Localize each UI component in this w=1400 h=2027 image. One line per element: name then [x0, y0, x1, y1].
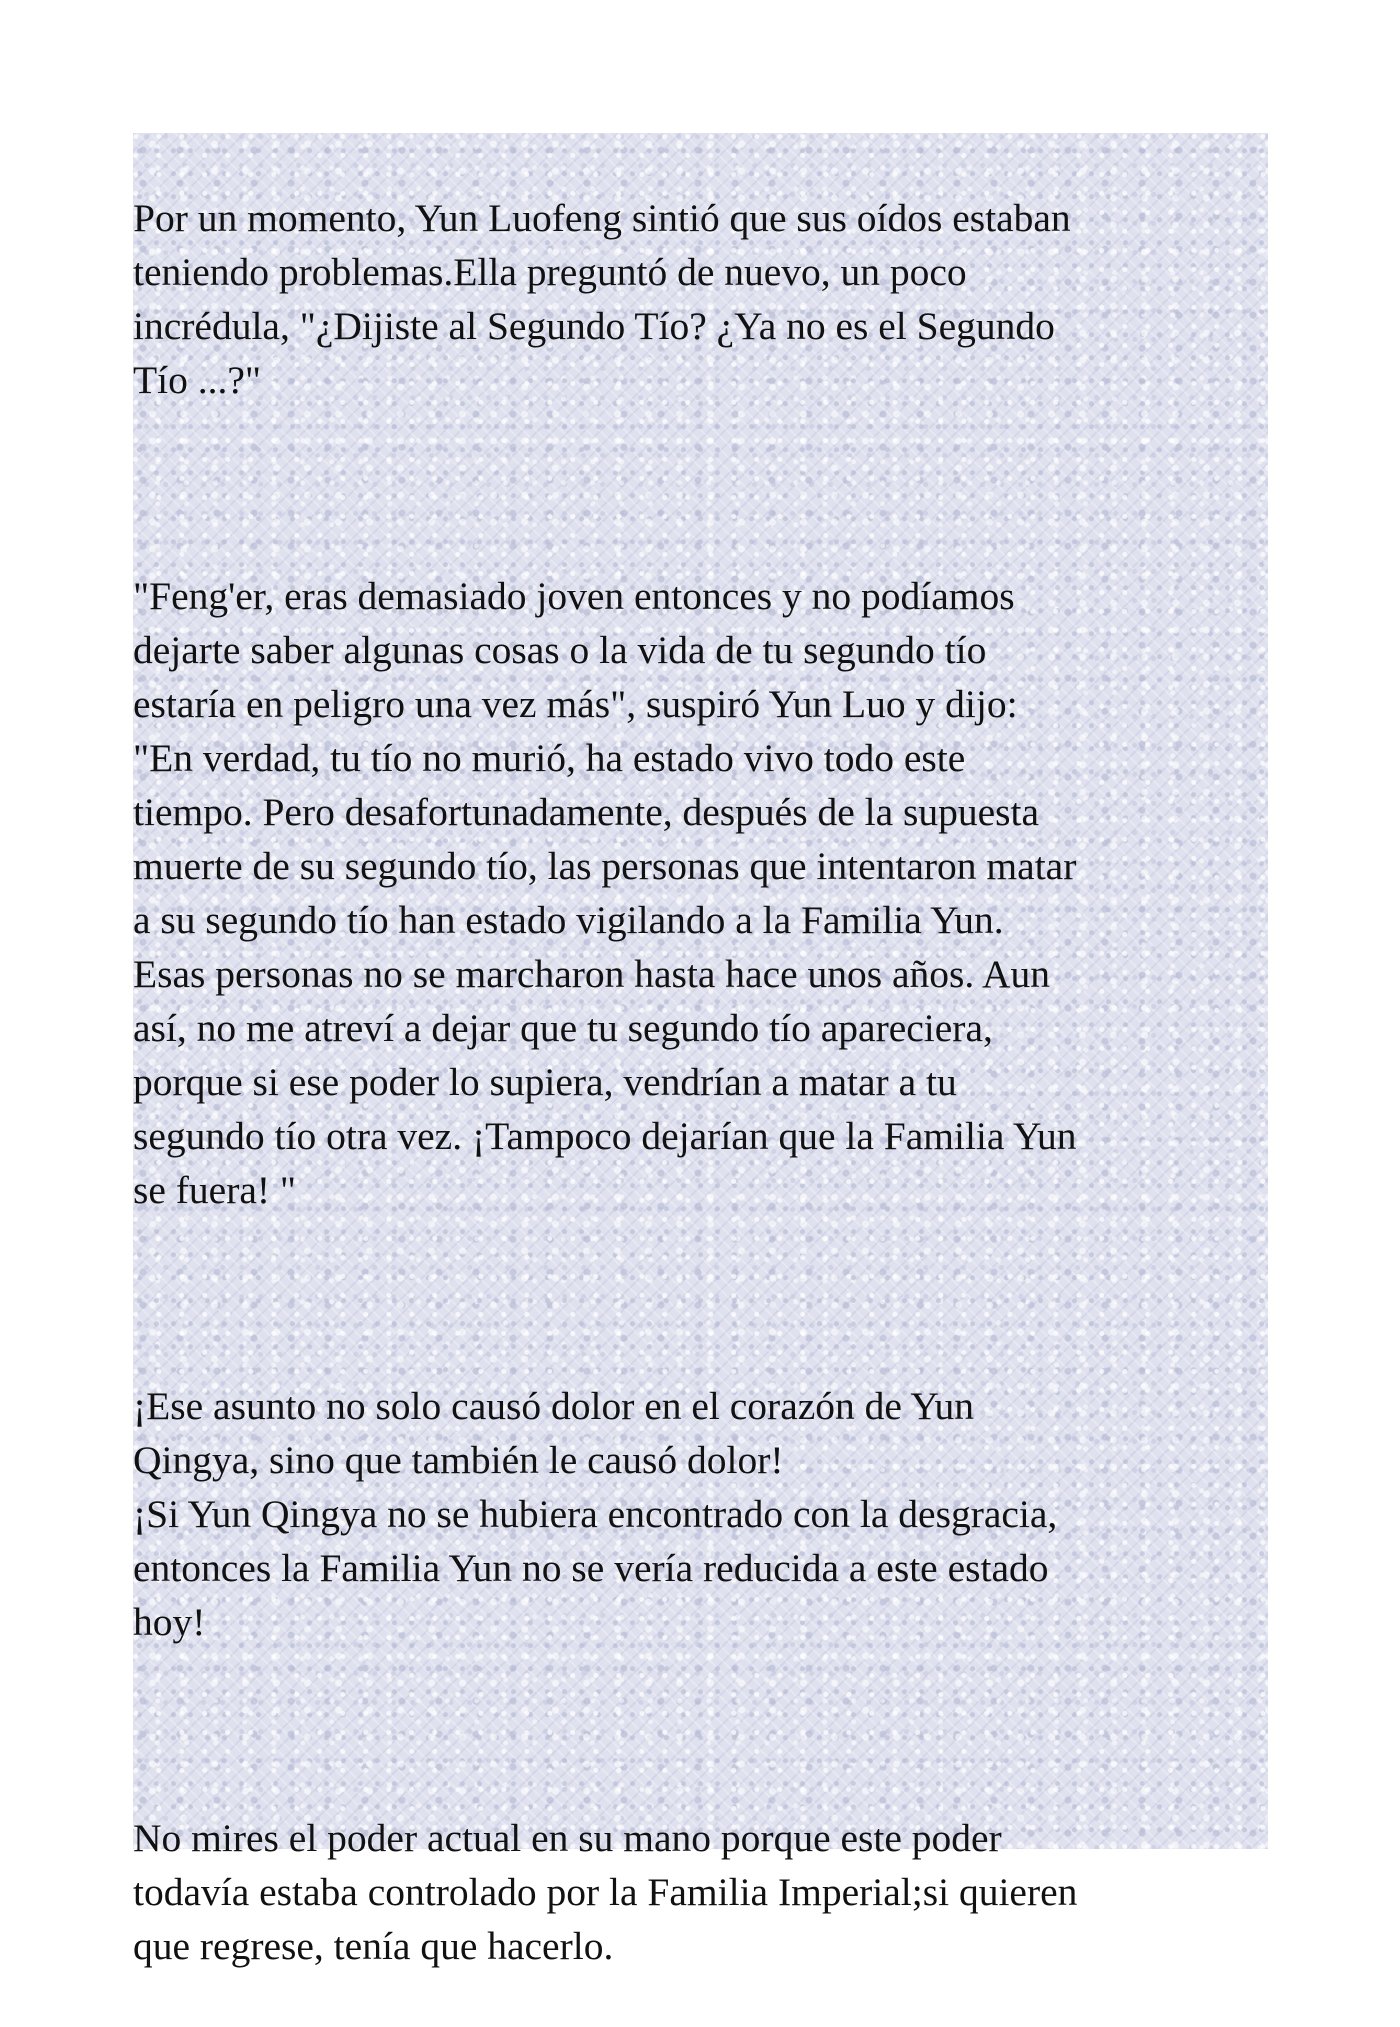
paragraph-1: Por un momento, Yun Luofeng sintió que sus oídos estaban teniendo problemas.Ella preguntó de nuevo, un poco incrédula, "¿Dijiste al Segundo Tío? ¿Ya no es el Segundo Tío ...?": [133, 196, 1071, 402]
document-body: [133, 133, 1268, 2027]
textured-text-panel: [133, 133, 1268, 1968]
paragraph-3: ¡Ese asunto no solo causó dolor en el corazón de Yun Qingya, sino que también le causó dolor! ¡Si Yun Qingya no se hubiera encontrado con la desgracia, entonces la Familia Yun no se vería reducida a este estado hoy!: [133, 1384, 1058, 1644]
paragraph-4: No mires el poder actual en su mano porque este poder todavía estaba controlado por la Familia Imperial;si quieren que regrese, tenía que hacerlo.: [133, 1816, 1078, 1968]
paragraph-2: "Feng'er, eras demasiado joven entonces y no podíamos dejarte saber algunas cosas o la vida de tu segundo tío estaría en peligro una vez más", suspiró Yun Luo y dijo: "En verdad, tu tío no murió, ha estado vivo todo este tiempo. Pero desafortunadamente, después de la supuesta muerte de su segundo tío, las personas que intentaron matar a su segundo tío han estado vigilando a la Familia Yun. Esas personas no se marcharon hasta hace unos años. Aun así, no me atreví a dejar que tu segundo tío apareciera, porque si ese poder lo supiera, vendrían a matar a tu segundo tío otra vez. ¡Tampoco dejarían que la Familia Yun se fuera! ": [133, 574, 1077, 1212]
